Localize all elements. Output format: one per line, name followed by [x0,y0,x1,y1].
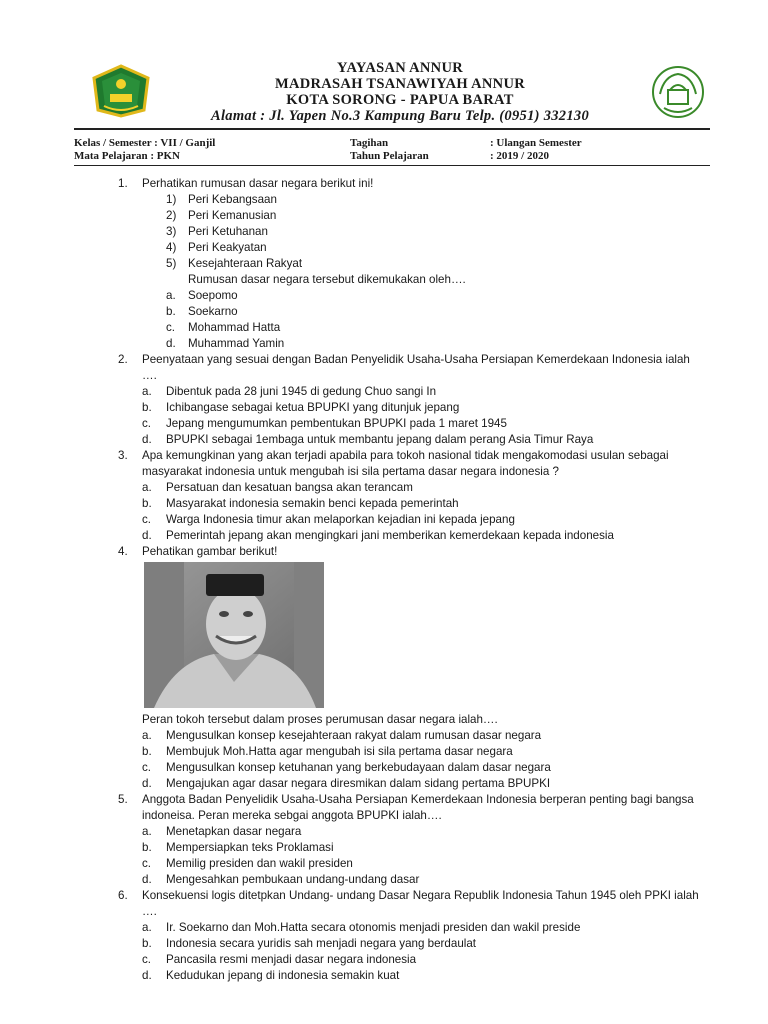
answer-option: d. Muhammad Yamin [166,337,285,350]
answer-option: b. Masyarakat indonesia semakin benci kepada pemerintah [142,497,459,510]
answer-option: b. Indonesia secara yuridis sah menjadi negara yang berdaulat [142,937,477,950]
answer-option: d. Mengajukan agar dasar negara diresmikan dalam sidang pertama BPUPKI [142,777,551,790]
year-value: : 2019 / 2020 [490,150,549,162]
question-6: 6. Konsekuensi logis ditetpkan Undang- undang Dasar Negara Republik Indonesia Tahun 1945 oleh PPKI ialah …. a. Ir. Soekarno dan Moh.Hatta secara otonomis menjadi presiden dan wakil preside b. Indonesia secara yuridis sah menjadi negara yang berdaulat c. Pancasila resmi menjadi dasar negara indonesia d. Kedudukan jepang di indonesia semakin kuat [0,888,702,984]
question-3: 3. Apa kemungkinan yang akan terjadi apabila para tokoh nasional tidak mengakomodasi usulan sebagai masyarakat indonesia untuk mengubah isi sila pertama dasar negara indonesia ? a. Persatuan dan kesatuan bangsa akan terancam b. Masyarakat indonesia semakin benci kepada pemerintah c. Warga Indonesia timur akan melaporkan kejadian ini kepada jepang d. Pemerintah jepang akan mengingkari jani memberikan kemerdekaan kepada indonesia [0,448,702,544]
question-list [0,176,768,984]
answer-option: a. Mengusulkan konsep kesejahteraan rakyat dalam rumusan dasar negara [142,729,542,742]
school-name: MADRASAH TSANAWIYAH ANNUR [274,76,525,92]
answer-option: d. Kedudukan jepang di indonesia semakin kuat [142,969,400,982]
answer-option: b. Ichibangase sebagai ketua BPUPKI yang ditunjuk jepang [142,401,460,414]
question-5: 5. Anggota Badan Penyelidik Usaha-Usaha Persiapan Kemerdekaan Indonesia berperan penting bagi bangsa indoneisa. Peran mereka sebgai anggota BPUPKI ialah…. a. Menetapkan dasar negara b. Mempersiapkan teks Proklamasi c. Memilig presiden dan wakil presiden d. Mengesahkan pembukaan undang-undang dasar [0,792,702,888]
answer-option: c. Mengusulkan konsep ketuhanan yang berkebudayaan dalam dasar negara [142,761,551,774]
tagihan-value: : Ulangan Semester [490,137,582,149]
subject: Mata Pelajaran : PKN [74,150,180,162]
question-text: Konsekuensi logis ditetpkan Undang- undang Dasar Negara Republik Indonesia Tahun 1945 oleh PPKI ialah …. [142,889,699,918]
answer-option: b. Soekarno [166,305,238,318]
list-item: 5) Kesejahteraan Rakyat [166,257,303,270]
answer-option: c. Warga Indonesia timur akan melaporkan kejadian ini kepada jepang [142,513,515,526]
list-item: 4) Peri Keakyatan [166,241,267,254]
question-text: Anggota Badan Penyelidik Usaha-Usaha Persiapan Kemerdekaan Indonesia berperan penting bagi bangsa indoneisa. Peran mereka sebgai anggota BPUPKI ialah…. [142,793,694,822]
school-address: Alamat : Jl. Yapen No.3 Kampung Baru Telp. (0951) 332130 [210,108,589,124]
list-item: 2) Peri Kemanusian [166,209,277,222]
question-2: 2. Peenyataan yang sesuai dengan Badan Penyelidik Usaha-Usaha Persiapan Kemerdekaan Indonesia ialah …. a. Dibentuk pada 28 juni 1945 di gedung Chuo sangi In b. Ichibangase sebagai ketua BPUPKI yang ditunjuk jepang c. Jepang mengumumkan pembentukan BPUPKI pada 1 maret 1945 d. BPUPKI sebagai 1embaga untuk membantu jepang dalam perang Asia Timur Raya [0,352,702,448]
list-item: 3) Peri Ketuhanan [166,225,268,238]
answer-option: d. Pemerintah jepang akan mengingkari jani memberikan kemerdekaan kepada indonesia [142,529,614,542]
question-1: 1. Perhatikan rumusan dasar negara berikut ini! 1) Peri Kebangsaan 2) Peri Kemanusian 3) Peri Ketuhanan 4) Peri Keakyatan 5) Kesejahteraan Rakyat Rumusan dasar negara tersebut dikemukakan oleh…. a. Soepomo b. Soekarno c. Mohammad Hatta d. Muhammad Yamin [0,176,702,352]
annur-emblem [650,64,706,120]
question-text: Perhatikan rumusan dasar negara berikut ini! [142,177,374,190]
answer-option: c. Mohammad Hatta [166,321,281,334]
year-label: Tahun Pelajaran [350,150,429,162]
meta-divider [74,165,710,166]
question-4: 4. Pehatikan gambar berikut! Peran tokoh tersebut dalam proses perumusan dasar negara ialah…. a. Mengusulkan konsep kesejahteraan rakyat dalam rumusan dasar negara b. Membujuk Moh.Hatta agar mengubah isi sila pertama dasar negara c. Mengusulkan konsep ketuhanan yang berkebudayaan dalam dasar negara d. Mengajukan agar dasar negara diresmikan dalam sidang pertama BPUPKI [0,544,702,792]
question-prompt: Rumusan dasar negara tersebut dikemukakan oleh…. [188,273,466,286]
school-title [160,60,640,124]
exam-meta [74,137,710,163]
answer-option: a. Soepomo [166,289,238,302]
answer-option: c. Pancasila resmi menjadi dasar negara indonesia [142,953,417,966]
answer-option: a. Menetapkan dasar negara [142,825,302,838]
question-text: Apa kemungkinan yang akan terjadi apabila para tokoh nasional tidak mengakomodasi usulan sebagai masyarakat indonesia untuk mengubah isi sila pertama dasar negara indonesia ? [142,449,669,478]
answer-option: b. Mempersiapkan teks Proklamasi [142,841,334,854]
question-text: Peenyataan yang sesuai dengan Badan Penyelidik Usaha-Usaha Persiapan Kemerdekaan Indonesia ialah …. [142,353,690,382]
class-semester: Kelas / Semester : VII / Ganjil [74,137,216,149]
answer-option: d. BPUPKI sebagai 1embaga untuk membantu jepang dalam perang Asia Timur Raya [142,433,594,446]
header-divider [74,128,710,130]
foundation-name: YAYASAN ANNUR [337,60,463,76]
list-item: 1) Peri Kebangsaan [166,193,277,206]
kemenag-logo [90,64,152,118]
portrait-photo [144,562,324,708]
answer-option: c. Jepang mengumumkan pembentukan BPUPKI pada 1 maret 1945 [142,417,507,430]
question-prompt: Peran tokoh tersebut dalam proses perumusan dasar negara ialah…. [142,713,498,726]
question-text: Pehatikan gambar berikut! [142,545,278,558]
answer-option: b. Membujuk Moh.Hatta agar mengubah isi sila pertama dasar negara [142,745,513,758]
document-header [0,0,768,130]
answer-option: c. Memilig presiden dan wakil presiden [142,857,353,870]
answer-option: a. Persatuan dan kesatuan bangsa akan terancam [142,481,413,494]
tagihan-label: Tagihan [350,137,389,149]
answer-option: d. Mengesahkan pembukaan undang-undang dasar [142,873,420,886]
answer-option: a. Ir. Soekarno dan Moh.Hatta secara otonomis menjadi presiden dan wakil preside [142,921,581,934]
answer-option: a. Dibentuk pada 28 juni 1945 di gedung Chuo sangi In [142,385,437,398]
school-city: KOTA SORONG - PAPUA BARAT [286,92,514,108]
